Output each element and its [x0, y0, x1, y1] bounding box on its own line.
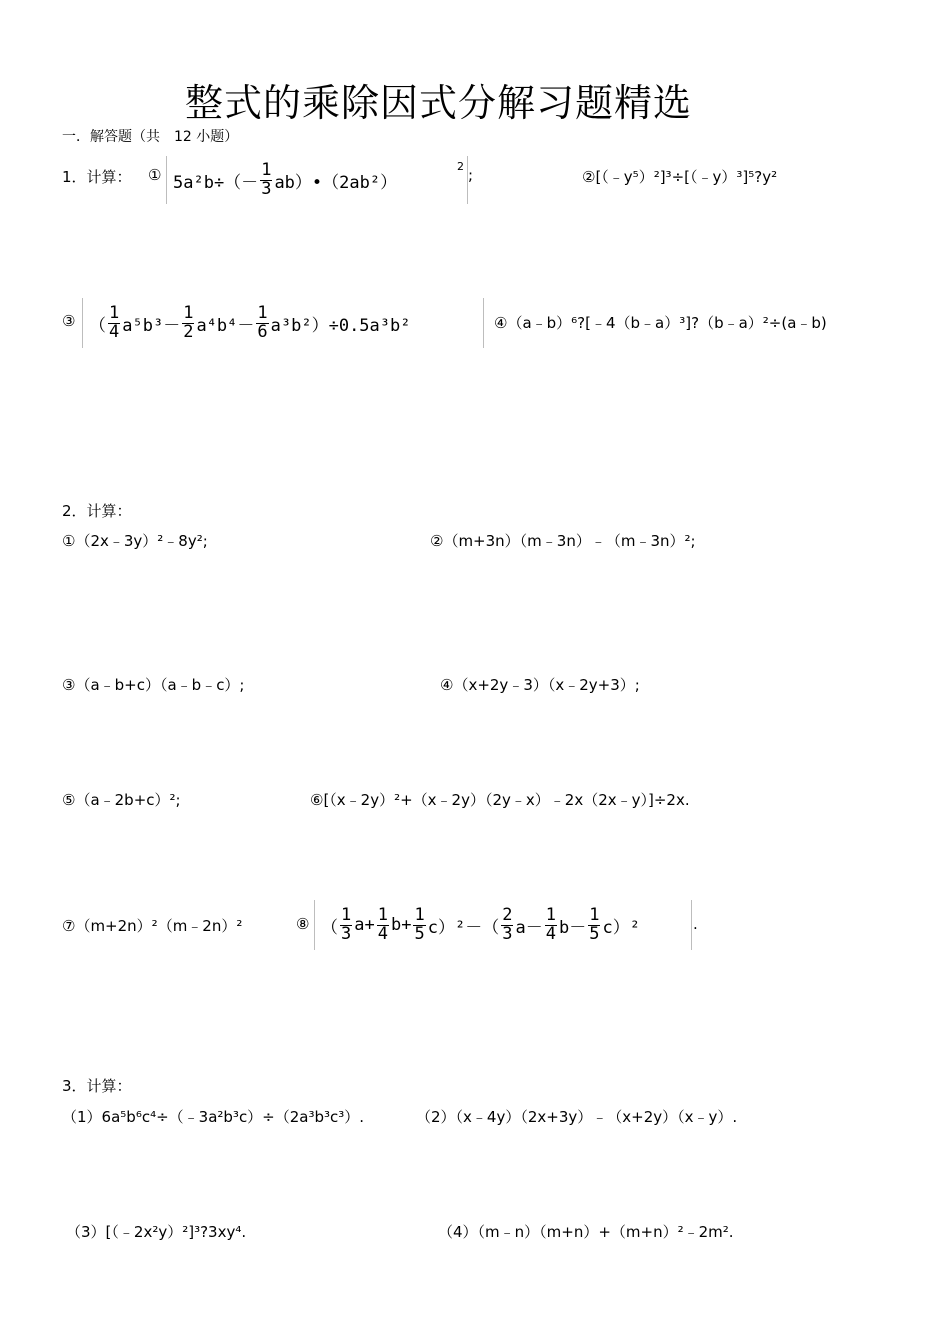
fraction-denominator: 5: [589, 924, 600, 944]
question-1-label: 1．计算：: [62, 168, 132, 186]
q2-part6: ⑥[（x﹣2y）²+（x﹣2y）（2y﹣x）﹣2x（2x﹣y）]÷2x.: [310, 791, 690, 809]
q2-part8-term-6: c）²: [602, 917, 640, 938]
q1-part1-number: ①: [148, 166, 162, 184]
fraction-denominator: 2: [183, 322, 194, 342]
q1-part1-expr-a: 5a²b÷（－: [173, 172, 259, 193]
fraction-denominator: 3: [341, 924, 352, 944]
question-3-label: 3．计算：: [62, 1077, 132, 1095]
fraction-numerator: 1: [414, 905, 425, 925]
page-title: 整式的乘除因式分解习题精选: [185, 81, 693, 125]
q2-part7: ⑦（m+2n）²（m﹣2n）²: [62, 917, 243, 935]
fraction-numerator: 1: [261, 160, 272, 180]
q1-part3-term-1: a⁵b³－: [122, 315, 181, 336]
q1-part3-term-2: a⁴b⁴－: [196, 315, 255, 336]
q2-part8-fraction-6: [588, 907, 600, 943]
fraction-denominator: 4: [377, 924, 388, 944]
fraction-numerator: 1: [341, 905, 352, 925]
q2-part8-term-5: b－: [558, 917, 587, 938]
q1-part1-fraction: [260, 162, 272, 198]
section-heading: 一．解答题（共 12 小题）: [62, 129, 239, 145]
q1-part3-open: （: [89, 315, 106, 336]
q2-part8-term-3: c）²－（: [427, 917, 500, 938]
question-2-label: 2．计算：: [62, 502, 132, 520]
q2-part8-fraction-2: [377, 907, 389, 943]
fraction-numerator: 1: [183, 303, 194, 323]
q3-part2: （2）（x﹣4y）（2x+3y）﹣（x+2y）（x﹣y）.: [416, 1108, 738, 1126]
q1-part1-exponent: 2: [457, 160, 464, 173]
q1-part1-expr-b: ab）•（2ab²）: [274, 172, 398, 193]
q1-part3-fraction-2: [182, 305, 194, 341]
q2-part5: ⑤（a﹣2b+c）²;: [62, 791, 181, 809]
q3-part1: （1）6a⁵b⁶c⁴÷（﹣3a²b³c）÷（2a³b³c³）.: [62, 1108, 365, 1126]
q3-part3: （3）[（﹣2x²y）²]³?3xy⁴.: [66, 1223, 247, 1241]
q2-part8-fraction-4: [501, 907, 513, 943]
q2-part8-number: ⑧: [296, 915, 310, 933]
q2-part3: ③（a﹣b+c）（a﹣b﹣c）;: [62, 676, 245, 694]
q2-part8-end: .: [693, 915, 698, 933]
q3-part4: （4）（m﹣n）（m+n）+（m+n）²﹣2m².: [438, 1223, 734, 1241]
fraction-numerator: 1: [545, 905, 556, 925]
fraction-denominator: 3: [502, 924, 513, 944]
q2-part8-fraction-5: [545, 907, 557, 943]
fraction-numerator: 1: [109, 303, 120, 323]
fraction-denominator: 4: [545, 924, 556, 944]
q1-part4: ④（a﹣b）⁶?[﹣4（b﹣a）³]?（b﹣a）²÷(a﹣b): [494, 314, 827, 332]
q2-part8-formula: [314, 900, 692, 950]
q2-part2: ②（m+3n）（m﹣3n）﹣（m﹣3n）²;: [430, 532, 696, 550]
q2-part8-term-1: a+: [354, 915, 375, 935]
q1-part1-end: ;: [468, 166, 474, 184]
fraction-denominator: 6: [257, 322, 268, 342]
fraction-denominator: 4: [109, 322, 120, 342]
q1-part3-term-3: a³b²）÷0.5a³b²: [270, 315, 411, 336]
q1-part3-fraction-3: [256, 305, 268, 341]
q2-part8-fraction-3: [413, 907, 425, 943]
q1-part3-formula: [82, 298, 484, 348]
fraction-numerator: 1: [257, 303, 268, 323]
fraction-numerator: 1: [589, 905, 600, 925]
q1-part3-number: ③: [62, 312, 76, 330]
fraction-denominator: 5: [414, 924, 425, 944]
q2-part8-term-4: a－: [515, 917, 543, 938]
fraction-denominator: 3: [261, 179, 272, 199]
q2-part4: ④（x+2y﹣3）（x﹣2y+3）;: [440, 676, 640, 694]
q2-part8-open: （: [321, 917, 338, 938]
q1-part1-formula: [166, 156, 468, 204]
fraction-numerator: 1: [377, 905, 388, 925]
q2-part8-term-2: b+: [390, 915, 412, 935]
q2-part8-fraction-1: [340, 907, 352, 943]
q2-part1: ①（2x﹣3y）²﹣8y²;: [62, 532, 208, 550]
q1-part3-fraction-1: [108, 305, 120, 341]
q1-part2: ②[（﹣y⁵）²]³÷[（﹣y）³]⁵?y²: [582, 168, 778, 186]
fraction-numerator: 2: [502, 905, 513, 925]
